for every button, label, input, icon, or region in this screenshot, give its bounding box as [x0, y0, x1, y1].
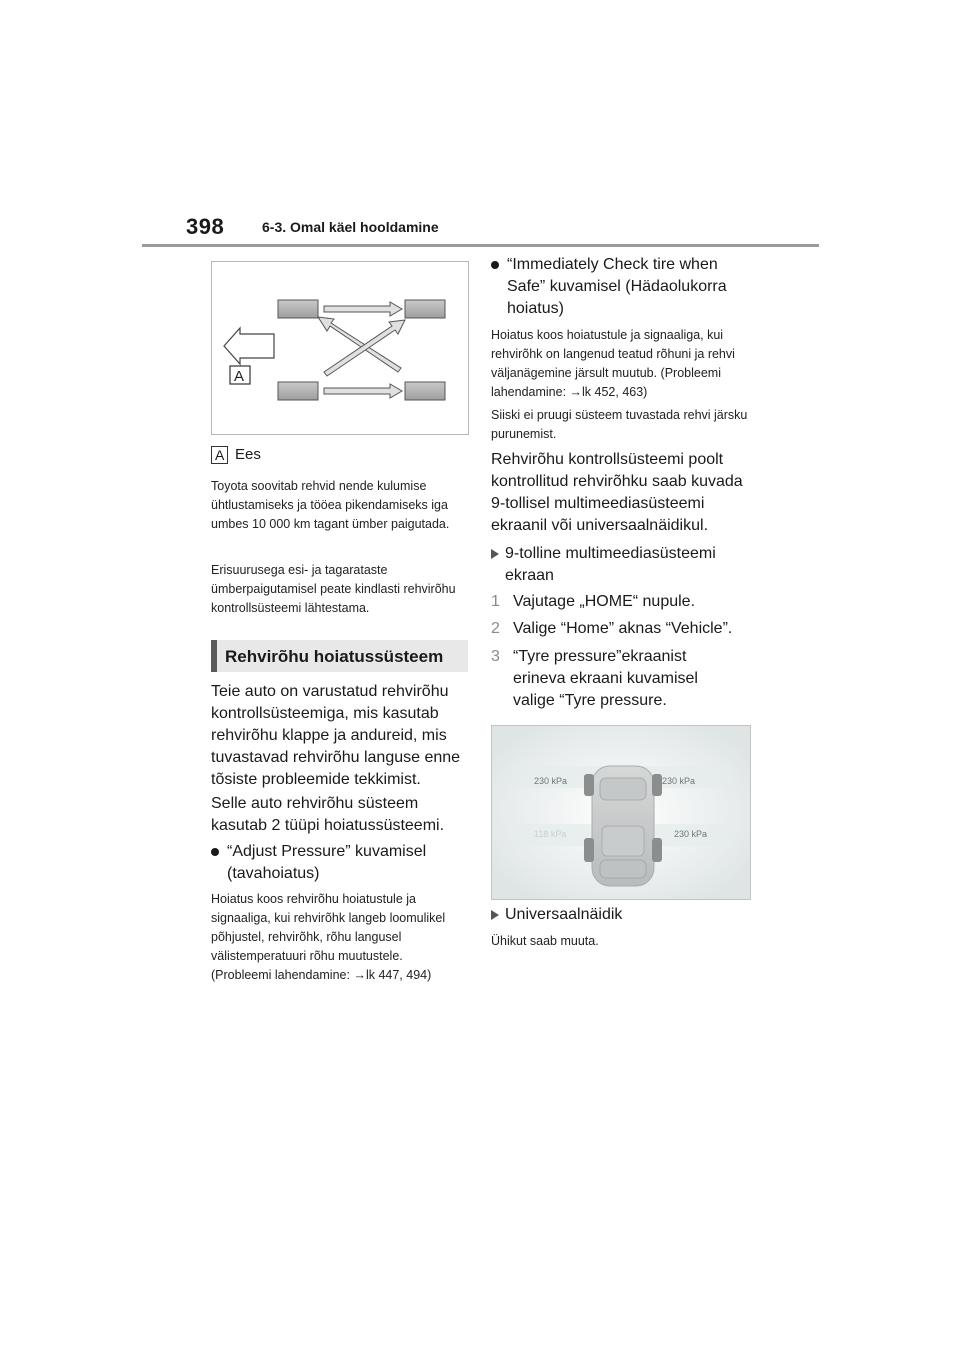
bullet-dot	[211, 848, 219, 856]
front-direction-arrow	[224, 328, 274, 364]
paragraph-display-options: Rehvirõhu kontrollsüsteemi poolt kontrollitud rehvirõhku saab kuvada 9-tollisel multimeediasüsteemi ekraanil või universaalnäidikul.	[491, 451, 743, 534]
bullet-immediately-check: “Immediately Check tire when Safe” kuvamisel (Hädaolukorra hoiatus)	[491, 254, 749, 320]
tire-pressure-graphic	[492, 726, 750, 899]
section-heading: Rehvirõhu hoiatussüsteem	[211, 640, 468, 672]
rear-right-tire	[405, 382, 445, 400]
diagram-label-a: A	[234, 368, 245, 385]
paragraph-system-intro: Teie auto on varustatud rehvirõhu kontrollsüsteemiga, mis kasutab rehvirõhu klappe ja andureid, mis tuvastavad rehvirõhu languse enne tõsiste probleemide tekkimist.	[211, 683, 461, 788]
step-1: 1 Vajutage „HOME“ nupule.	[491, 593, 696, 610]
screen-tire-fr	[652, 774, 662, 796]
car-top-view	[584, 766, 662, 886]
paragraph-emergency-warning: Hoiatus koos hoiatustule ja signaaliga, kui rehvirõhk on langenud teatud rõhuni ja rehvi väljanägemine järsult muutub. (Probleemi lahendamine: →lk 452, 463)	[491, 328, 735, 399]
pressure-rear-left: 118 kPa	[534, 829, 567, 839]
page-number: 398	[186, 214, 225, 239]
step-2: 2 Valige “Home” aknas “Vehicle”.	[491, 620, 733, 637]
rear-left-tire	[278, 382, 318, 400]
tire-rotation-diagram	[211, 261, 469, 435]
screen-tire-rr	[652, 838, 662, 862]
pressure-front-left: 230 kPa	[534, 776, 568, 786]
triangle-bullet-icon	[491, 910, 499, 920]
rotation-arrows-graphic	[212, 262, 468, 434]
tire-pressure-screen	[491, 725, 751, 900]
front-left-tire	[278, 300, 318, 318]
caption-text: Ees	[235, 446, 261, 463]
paragraph-no-detection: Siiski ei pruugi süsteem tuvastada rehvi järsku purunemist.	[491, 408, 748, 441]
front-right-tire	[405, 300, 445, 318]
arrow-diagonal-1	[318, 317, 401, 372]
paragraph-units: Ühikut saab muuta.	[491, 934, 599, 948]
caption-label: A	[211, 446, 228, 465]
paragraph-adjust-pressure: Hoiatus koos rehvirõhu hoiatustule ja signaaliga, kui rehvirõhk langeb loomulikel põhjustel, rehvirõhk, rõhu langusel välistemperatuuri rõhu muutustele. (Probleemi lahendamine: →lk 447, 494)	[211, 892, 446, 982]
section-title: 6-3. Omal käel hooldamine	[262, 219, 439, 235]
header-divider	[142, 244, 819, 247]
pressure-rear-right: 230 kPa	[674, 829, 708, 839]
bullet-adjust-pressure: “Adjust Pressure” kuvamisel (tavahoiatus)	[211, 841, 468, 885]
bullet-dot	[491, 261, 499, 269]
subheading-universal-gauge: Universaalnäidik	[491, 904, 751, 926]
screen-tire-fl	[584, 774, 594, 796]
paragraph-rotation: Toyota soovitab rehvid nende kulumise ühtlustamiseks ja tööea pikendamiseks iga umbes 10 000 km tagant ümber paigutada.	[211, 479, 450, 531]
paragraph-reset: Erisuurusega esi- ja tagarataste ümberpaigutamisel peate kindlasti rehvirõhu kontrollsüsteemi lähtestama.	[211, 563, 456, 615]
step-3: 3 “Tyre pressure”ekraanist erineva ekraani kuvamisel valige “Tyre pressure.	[491, 648, 698, 709]
pressure-front-right: 230 kPa	[662, 776, 696, 786]
triangle-bullet-icon	[491, 549, 499, 559]
arrow-front	[324, 302, 402, 316]
subheading-multimedia: 9-tolline multimeediasüsteemi ekraan	[491, 543, 751, 587]
paragraph-two-types: Selle auto rehvirõhu süsteem kasutab 2 tüüpi hoiatussüsteemi.	[211, 795, 445, 834]
arrow-rear	[324, 384, 402, 398]
screen-tire-rl	[584, 838, 594, 862]
